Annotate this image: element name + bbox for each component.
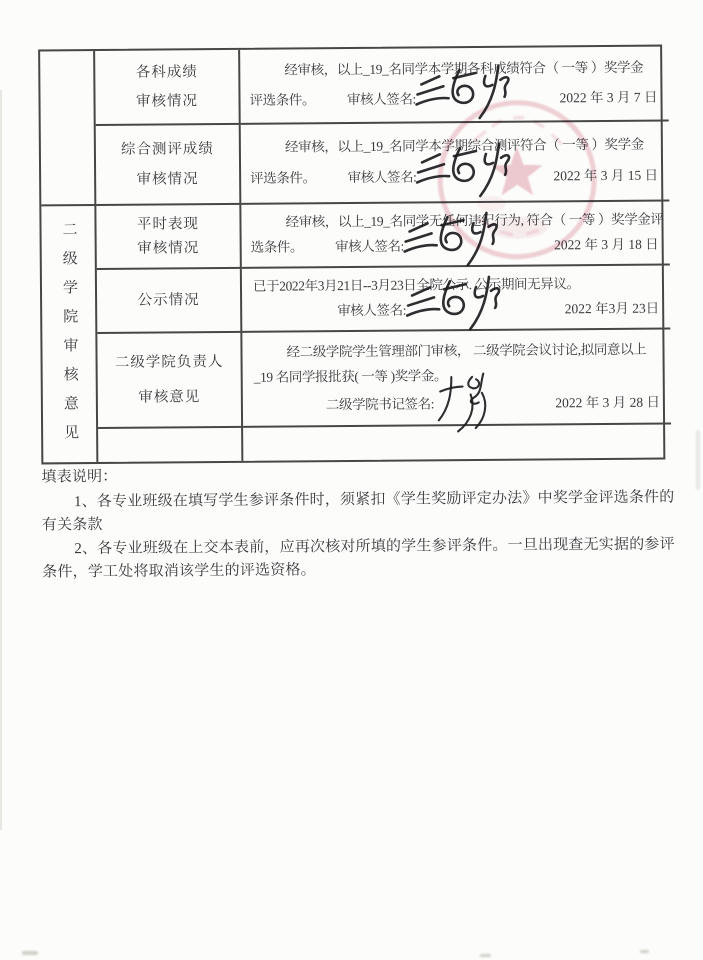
review-text: 经审核，以上_19_名同学本学期各科成绩符合（ 一等 ）奖学金 xyxy=(284,60,644,78)
sign-label: 审核人签名: xyxy=(335,238,404,255)
scan-speck xyxy=(640,950,649,953)
review-text: 经二级学院学生管理部门审核， 二级学院会议讨论,拟同意以上 xyxy=(286,341,647,360)
row-label-empty xyxy=(98,428,243,462)
sign-label: 二级学院书记签名: xyxy=(325,395,435,412)
row-label-comprehensive-eval xyxy=(96,125,242,206)
review-text-tail: 评选条件。 xyxy=(249,91,316,108)
review-text: 已于2022年3月21日--3月23日全院公示. 公示期间无异议。 xyxy=(252,275,580,294)
row-label-line: 审核意见 xyxy=(138,389,201,406)
row-label-line: 审核情况 xyxy=(136,171,199,188)
review-text-tail: 选条件。 xyxy=(250,239,304,256)
row-content-publicity xyxy=(242,265,670,332)
row-label-line: 二级学院负责人 xyxy=(114,353,224,371)
secretary-signature xyxy=(434,393,530,408)
row-label-subject-scores xyxy=(95,50,241,126)
review-date: 2022 年3月 23日 xyxy=(564,300,660,317)
scan-speck xyxy=(22,951,38,955)
row-label-daily-behavior xyxy=(96,205,241,270)
review-text: 经审核，以上_19_名同学无任何违纪行为, 符合（ 一等 ）奖学金评 xyxy=(285,211,664,230)
row-label-line: 公示情况 xyxy=(137,292,200,309)
reviewer-signature xyxy=(416,167,512,182)
row-label-college-head-opinion xyxy=(97,333,243,429)
review-date: 2022 年 3 月 18 日 xyxy=(553,236,659,253)
reviewer-signature xyxy=(416,88,512,103)
row-content-college-head-opinion xyxy=(242,329,671,427)
review-text-tail: 评选条件。 xyxy=(250,170,316,186)
sign-label: 审核人签名: xyxy=(347,169,417,186)
scan-edge-artifact xyxy=(0,90,2,830)
review-text: _19 名同学报批获( 一等 )奖学金。 xyxy=(253,368,448,385)
audit-table xyxy=(38,45,665,465)
row-content-subject-scores xyxy=(240,47,669,125)
section-cell-college-audit xyxy=(41,206,98,462)
instruction-item-2: 2、各专业班级在上交本表前，应再次核对所填的学生参评条件。一旦出现查无实据的参评条件，学工处将取消该学生的评选资格。 xyxy=(42,535,675,581)
reviewer-signature xyxy=(404,236,500,251)
reviewer-signature xyxy=(406,300,502,315)
review-date: 2022 年 3 月 28 日 xyxy=(555,394,660,410)
row-label-line: 审核情况 xyxy=(137,240,200,257)
section-vertical-label: 二级学院审核意见 xyxy=(60,221,79,454)
instructions-title: 填表说明： xyxy=(41,468,118,486)
row-label-line: 平时表现 xyxy=(136,216,200,233)
review-date: 2022 年 3 月 15 日 xyxy=(553,167,659,184)
instruction-item-1: 1、各专业班级在填写学生参评条件时，须紧扣《学生奖励评定办法》中奖学金评选条件的有关条款 xyxy=(41,488,675,534)
sign-label: 审核人签名: xyxy=(346,91,416,107)
row-label-publicity xyxy=(97,269,242,334)
row-content-daily-behavior xyxy=(241,202,669,269)
review-text: 经审核，以上_19_名同学本学期综合测评符合（ 一等 ）奖学金 xyxy=(284,136,644,155)
filling-instructions xyxy=(41,461,684,585)
sign-label: 审核人签名: xyxy=(337,302,407,319)
row-content-comprehensive-eval xyxy=(241,122,670,205)
review-date: 2022 年 3 月 7 日 xyxy=(559,89,658,106)
section-cell-empty xyxy=(40,51,96,206)
row-label-line: 各科成绩 xyxy=(135,64,198,81)
row-label-line: 综合测评成绩 xyxy=(120,140,214,158)
scan-speck xyxy=(696,430,700,490)
scan-speck xyxy=(480,954,491,957)
row-label-line: 审核情况 xyxy=(135,93,199,110)
